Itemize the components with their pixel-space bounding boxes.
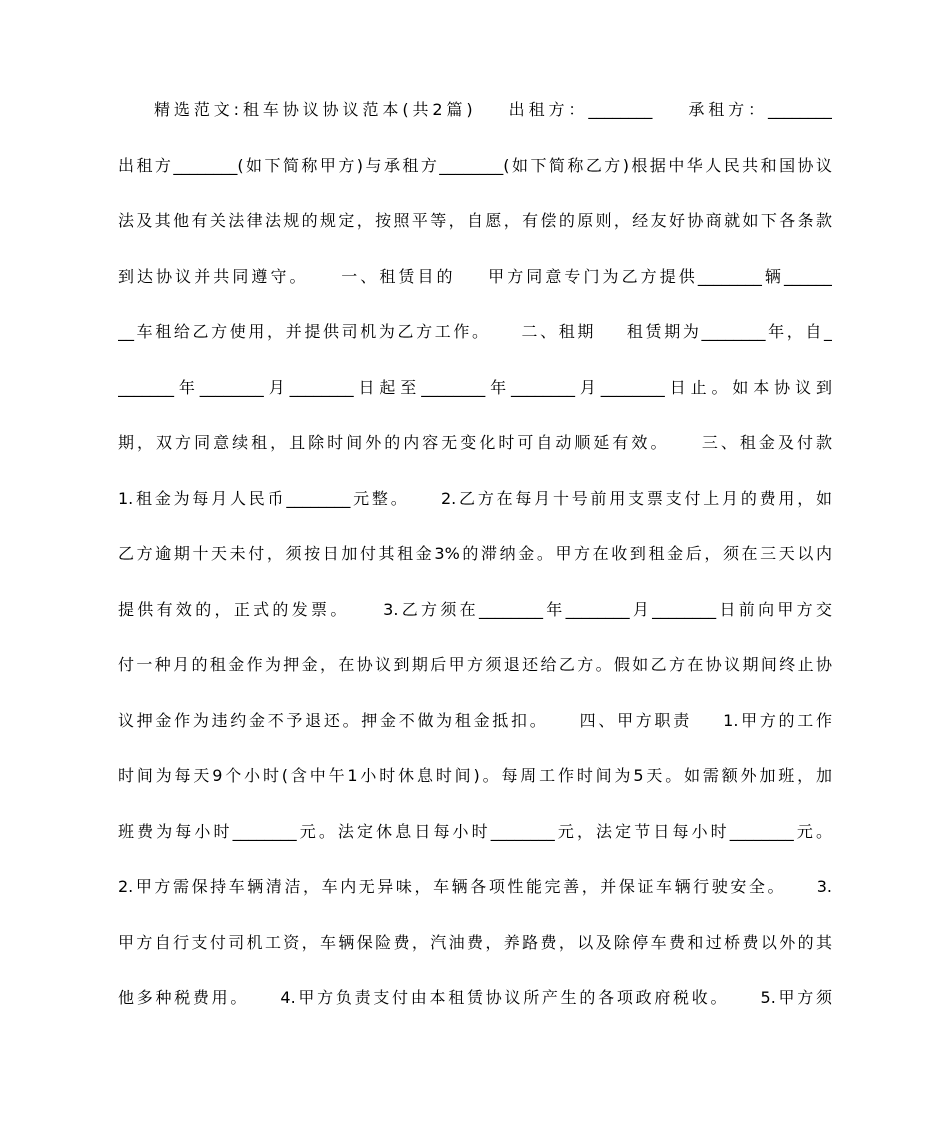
text-line: _______年________月________日起至________年________月________日止。如本协议到 [118, 377, 832, 397]
text-line: 乙方逾期十天未付，须按日加付其租金3%的滞纳金。甲方在收到租金后，须在三天以内 [118, 544, 832, 563]
text-line: 班费为每小时________元。法定休息日每小时________元，法定节日每小时________元。 [118, 821, 832, 841]
text-line: 甲方自行支付司机工资，车辆保险费，汽油费，养路费，以及除停车费和过桥费以外的其 [118, 932, 832, 952]
text-line: __车租给乙方使用，并提供司机为乙方工作。 二、租期 租赁期为________年，自_ [118, 322, 832, 341]
text-line: 提供有效的，正式的发票。 3.乙方须在________年________月________日前向甲方交 [118, 599, 832, 619]
text-line: 精选范文:租车协议协议范本(共2篇) 出租方：________ 承租方：________ [118, 100, 832, 119]
text-line: 付一种月的租金作为押金，在协议到期后甲方须退还给乙方。假如乙方在协议期间终止协 [118, 655, 832, 674]
text-line: 期，双方同意续租，且除时间外的内容无变化时可自动顺延有效。 三、租金及付款 [118, 433, 832, 452]
text-line: 法及其他有关法律法规的规定，按照平等，自愿，有偿的原则，经友好协商就如下各条款 [118, 211, 832, 230]
text-line: 1.租金为每月人民币________元整。 2.乙方在每月十号前用支票支付上月的费用，如 [118, 488, 832, 508]
text-line: 他多种税费用。 4.甲方负责支付由本租赁协议所产生的各项政府税收。 5.甲方须 [118, 988, 832, 1007]
text-line: 出租方________(如下简称甲方)与承租方________(如下简称乙方)根据中华人民共和国协议 [118, 155, 832, 175]
text-line: 议押金作为违约金不予退还。押金不做为租金抵扣。 四、甲方职责 1.甲方的工作 [118, 710, 832, 730]
text-line: 时间为每天9个小时(含中午1小时休息时间)。每周工作时间为5天。如需额外加班，加 [118, 766, 832, 785]
text-line: 2.甲方需保持车辆清洁，车内无异味，车辆各项性能完善，并保证车辆行驶安全。 3. [118, 877, 832, 896]
contract-body [118, 88, 832, 1032]
text-line: 到达协议并共同遵守。 一、租赁目的 甲方同意专门为乙方提供________辆______ [118, 266, 832, 286]
